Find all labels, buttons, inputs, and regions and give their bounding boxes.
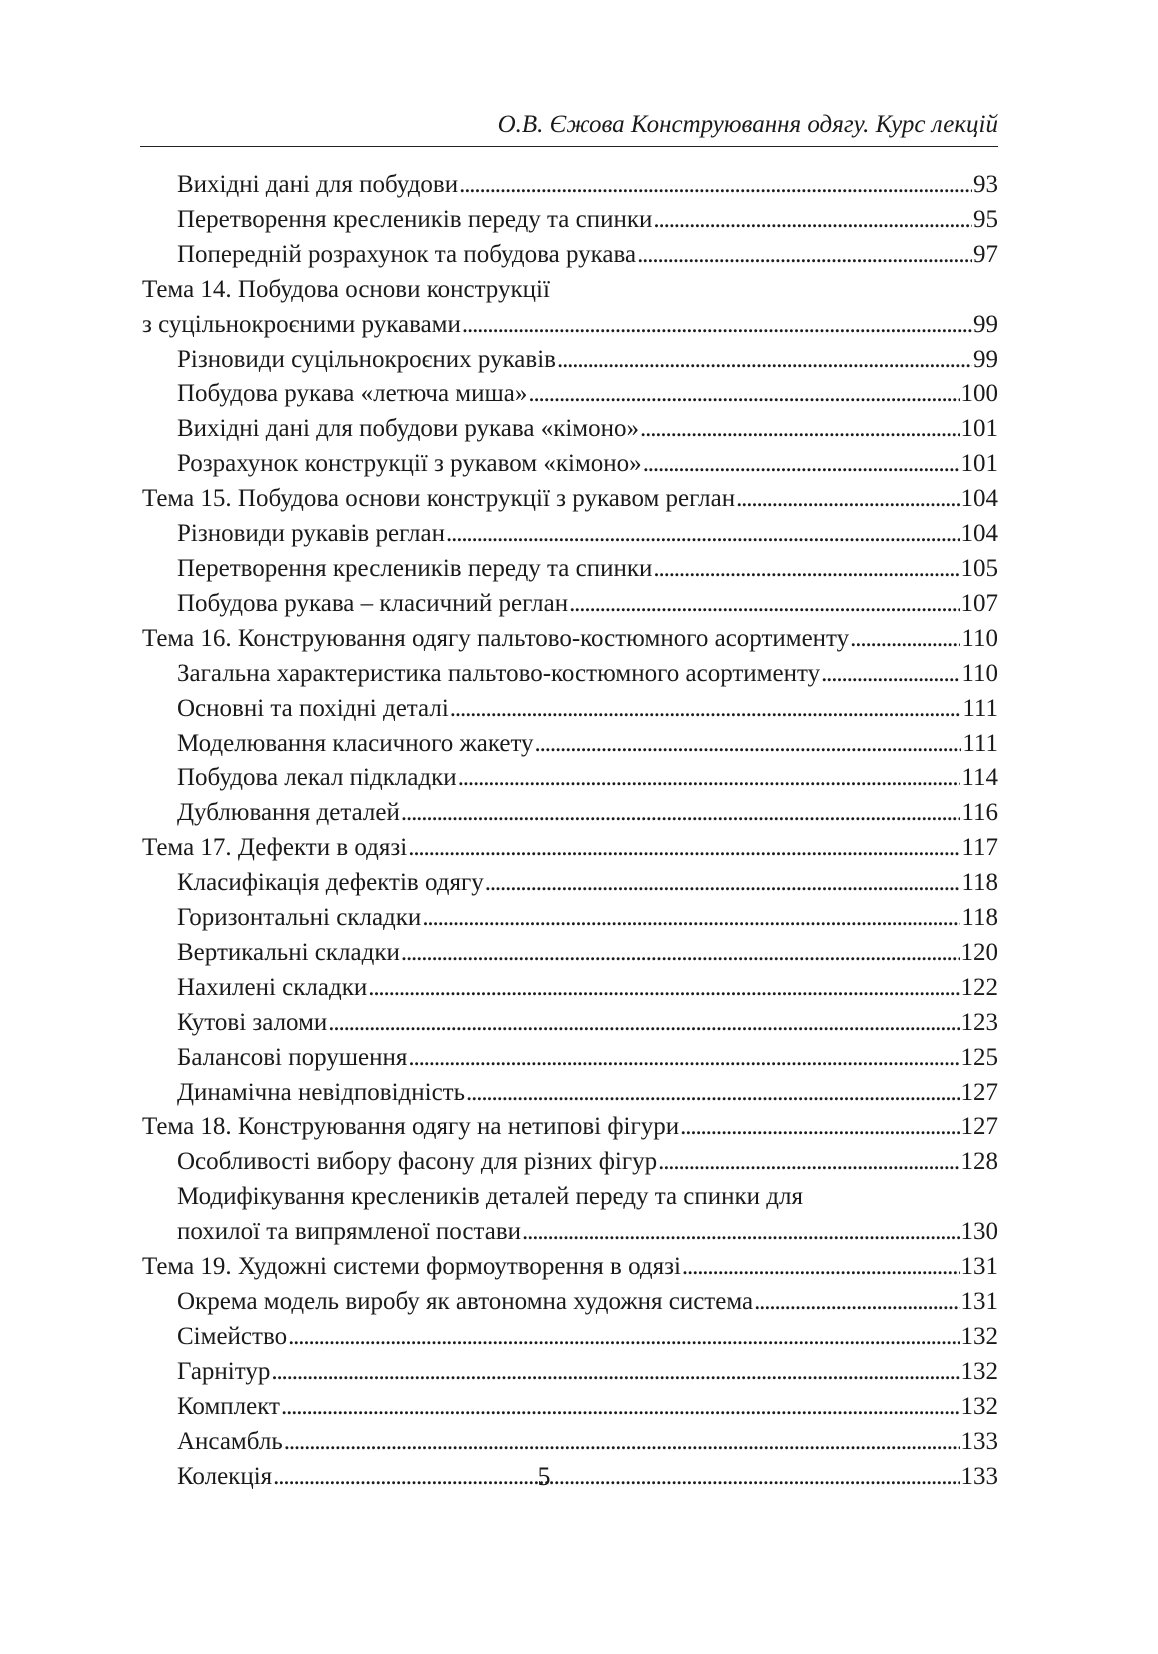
toc-page-number: 110	[961, 624, 998, 652]
toc-page-number: 95	[973, 205, 998, 233]
toc-entry-title: Тема 15. Побудова основи конструкції з рукавом реглан	[142, 485, 736, 513]
dot-leader	[401, 796, 961, 831]
page-number: 5	[537, 1462, 551, 1491]
dot-leader	[288, 1320, 959, 1355]
toc-entry-title: Тема 16. Конструювання одягу пальтово-костюмного асортименту	[142, 624, 850, 652]
toc-entry-title: Колекція	[177, 1462, 273, 1490]
toc-entry[interactable]	[142, 1355, 998, 1390]
toc-entry-title: Тема 17. Дефекти в одязі	[142, 834, 408, 862]
toc-entry[interactable]	[142, 761, 998, 796]
toc-page-number: 130	[960, 1218, 998, 1246]
toc-entry[interactable]	[142, 831, 998, 866]
toc-entry[interactable]	[142, 552, 998, 587]
toc-entry-title: Різновиди суцільнокроєних рукавів	[177, 345, 556, 373]
toc-page-number: 99	[973, 345, 998, 373]
toc-page-number: 101	[960, 415, 998, 443]
toc-page-number: 104	[960, 520, 998, 548]
toc-entry[interactable]	[142, 1215, 998, 1250]
toc-entry[interactable]	[142, 168, 998, 203]
toc-entry[interactable]	[142, 971, 998, 1006]
toc-page-number: 116	[961, 799, 998, 827]
toc-page-number: 122	[960, 973, 998, 1001]
toc-page-number: 93	[973, 171, 998, 198]
toc-entry[interactable]	[142, 622, 998, 657]
toc-entry[interactable]	[142, 412, 998, 447]
dot-leader	[637, 238, 972, 273]
toc-page-number: 131	[960, 1253, 998, 1281]
dot-leader	[653, 203, 972, 238]
toc-page-number: 114	[961, 764, 998, 792]
toc-page-number: 111	[962, 694, 998, 722]
dot-leader	[850, 622, 960, 657]
toc-entry-title: Комплект	[177, 1392, 280, 1420]
dot-leader	[408, 831, 960, 866]
toc-entry-title: Горизонтальні складки	[177, 904, 422, 932]
toc-entry[interactable]	[142, 238, 998, 273]
toc-entry[interactable]	[142, 587, 998, 622]
table-of-contents	[142, 168, 998, 1494]
toc-entry-title: Динамічна невідповідність	[177, 1078, 466, 1106]
dot-leader	[408, 1041, 959, 1076]
dot-leader	[459, 168, 972, 203]
toc-entry-title-continuation: похилої та випрямленої постави	[177, 1218, 522, 1246]
toc-page-number: 123	[960, 1008, 998, 1036]
dot-leader	[653, 552, 959, 587]
toc-page-number: 104	[960, 485, 998, 513]
toc-entry[interactable]	[142, 936, 998, 971]
dot-leader	[682, 1250, 960, 1285]
toc-page-number: 127	[960, 1078, 998, 1106]
dot-leader	[640, 412, 960, 447]
toc-entry[interactable]	[142, 377, 998, 412]
toc-page-number: 105	[960, 554, 998, 582]
dot-leader	[368, 971, 959, 1006]
toc-entry[interactable]	[142, 657, 998, 692]
toc-entry-line	[142, 273, 998, 308]
toc-page-number: 101	[960, 450, 998, 478]
toc-entry-title: Тема 14. Побудова основи конструкції	[142, 275, 550, 303]
toc-entry-title: Особливості вибору фасону для різних фігур	[177, 1148, 658, 1176]
dot-leader	[658, 1145, 959, 1180]
toc-page-number: 118	[961, 904, 998, 932]
dot-leader	[284, 1425, 960, 1460]
toc-entry-title: Гарнітур	[177, 1357, 271, 1385]
toc-entry-title: Різновиди рукавів реглан	[177, 520, 446, 548]
toc-entry[interactable]	[142, 447, 998, 482]
dot-leader	[754, 1285, 959, 1320]
toc-page-number: 100	[960, 380, 998, 408]
toc-entry[interactable]	[142, 1250, 998, 1285]
toc-page-number: 97	[973, 240, 998, 268]
toc-entry[interactable]	[142, 1285, 998, 1320]
toc-entry-title: Сімейство	[177, 1322, 288, 1350]
dot-leader	[485, 866, 961, 901]
toc-entry-title: Побудова лекал підкладки	[177, 764, 457, 792]
toc-entry[interactable]	[142, 203, 998, 238]
toc-entry-title: Окрема модель виробу як автономна художня система	[177, 1288, 754, 1315]
toc-entry[interactable]	[142, 901, 998, 936]
toc-entry[interactable]	[142, 1076, 998, 1111]
toc-entry-title: Розрахунок конструкції з рукавом «кімоно»	[177, 450, 642, 478]
toc-page-number: 99	[973, 310, 998, 338]
toc-entry[interactable]	[142, 1006, 998, 1041]
toc-entry[interactable]	[142, 482, 998, 517]
toc-page-number: 132	[960, 1322, 998, 1350]
dot-leader	[462, 308, 972, 343]
toc-entry-title: Вихідні дані для побудови рукава «кімоно»	[177, 415, 639, 443]
toc-page-number: 132	[960, 1392, 998, 1420]
dot-leader	[522, 1215, 959, 1250]
toc-entry-title: Ансамбль	[177, 1427, 283, 1455]
toc-page-number: 125	[960, 1043, 998, 1071]
toc-page-number: 107	[960, 589, 998, 617]
dot-leader	[422, 901, 960, 936]
toc-entry-title: Нахилені складки	[177, 973, 368, 1001]
toc-entry-title: Попередній розрахунок та побудова рукава	[177, 240, 637, 268]
toc-entry[interactable]	[142, 1145, 998, 1180]
dot-leader	[569, 587, 959, 622]
dot-leader	[446, 517, 959, 552]
toc-entry-title: Тема 18. Конструювання одягу на нетипові фігури	[142, 1113, 680, 1141]
toc-entry-title: Модифікування креслеників деталей переду та спинки для	[177, 1183, 803, 1211]
toc-page-number: 117	[961, 834, 998, 862]
toc-entry-title: Загальна характеристика пальтово-костюмного асортименту	[177, 659, 821, 687]
running-header: О.В. Єжова Конструювання одягу. Курс лекцій	[140, 108, 998, 147]
toc-entry[interactable]	[142, 343, 998, 378]
toc-entry[interactable]	[142, 796, 998, 831]
toc-entry-title: Тема 19. Художні системи формоутворення в одязі	[142, 1253, 681, 1281]
toc-entry[interactable]	[142, 1425, 998, 1460]
toc-entry-title: Вихідні дані для побудови	[177, 171, 459, 198]
toc-entry[interactable]	[142, 727, 998, 762]
dot-leader	[821, 657, 960, 692]
toc-page-number: 132	[960, 1357, 998, 1385]
toc-page-number: 128	[960, 1148, 998, 1176]
toc-entry-title: Побудова рукава «летюча миша»	[177, 380, 528, 408]
toc-entry-title: Моделювання класичного жакету	[177, 729, 534, 757]
toc-entry-title: Класифікація дефектів одягу	[177, 869, 484, 897]
toc-entry-title: Вертикальні складки	[177, 938, 400, 966]
toc-entry[interactable]	[142, 692, 998, 727]
dot-leader	[401, 936, 960, 971]
dot-leader	[643, 447, 960, 482]
toc-entry-title: Балансові порушення	[177, 1043, 408, 1071]
toc-entry-title: Дублювання деталей	[177, 799, 400, 827]
dot-leader	[328, 1006, 959, 1041]
toc-entry[interactable]	[142, 308, 998, 343]
toc-page-number: 127	[960, 1113, 998, 1141]
dot-leader	[466, 1076, 959, 1111]
toc-entry-title: Побудова рукава – класичний реглан	[177, 589, 569, 617]
dot-leader	[271, 1355, 959, 1390]
toc-entry[interactable]	[142, 1320, 998, 1355]
toc-entry-title: Кутові заломи	[177, 1008, 328, 1036]
dot-leader	[528, 377, 959, 412]
dot-leader	[535, 727, 962, 762]
toc-page-number: 131	[960, 1288, 998, 1315]
toc-entry[interactable]	[142, 517, 998, 552]
toc-page-number: 110	[961, 659, 998, 687]
dot-leader	[680, 1110, 959, 1145]
toc-entry[interactable]	[142, 1041, 998, 1076]
dot-leader	[450, 692, 962, 727]
dot-leader	[281, 1390, 960, 1425]
toc-entry-title-continuation: з суцільнокроєними рукавами	[142, 310, 461, 338]
toc-entry-title: Перетворення креслеників переду та спинки	[177, 554, 653, 582]
toc-page-number: 120	[960, 938, 998, 966]
toc-entry-line	[142, 1180, 998, 1215]
toc-entry[interactable]	[142, 1390, 998, 1425]
toc-page-number: 133	[960, 1427, 998, 1455]
toc-page-number: 118	[961, 869, 998, 897]
toc-entry-title: Перетворення креслеників переду та спинки	[177, 205, 653, 233]
toc-entry[interactable]	[142, 1110, 998, 1145]
toc-page-number: 133	[960, 1462, 998, 1490]
dot-leader	[736, 482, 959, 517]
dot-leader	[458, 761, 961, 796]
toc-entry[interactable]	[142, 866, 998, 901]
dot-leader	[557, 343, 972, 378]
toc-page-number: 111	[962, 729, 998, 757]
toc-entry-title: Основні та похідні деталі	[177, 694, 449, 722]
